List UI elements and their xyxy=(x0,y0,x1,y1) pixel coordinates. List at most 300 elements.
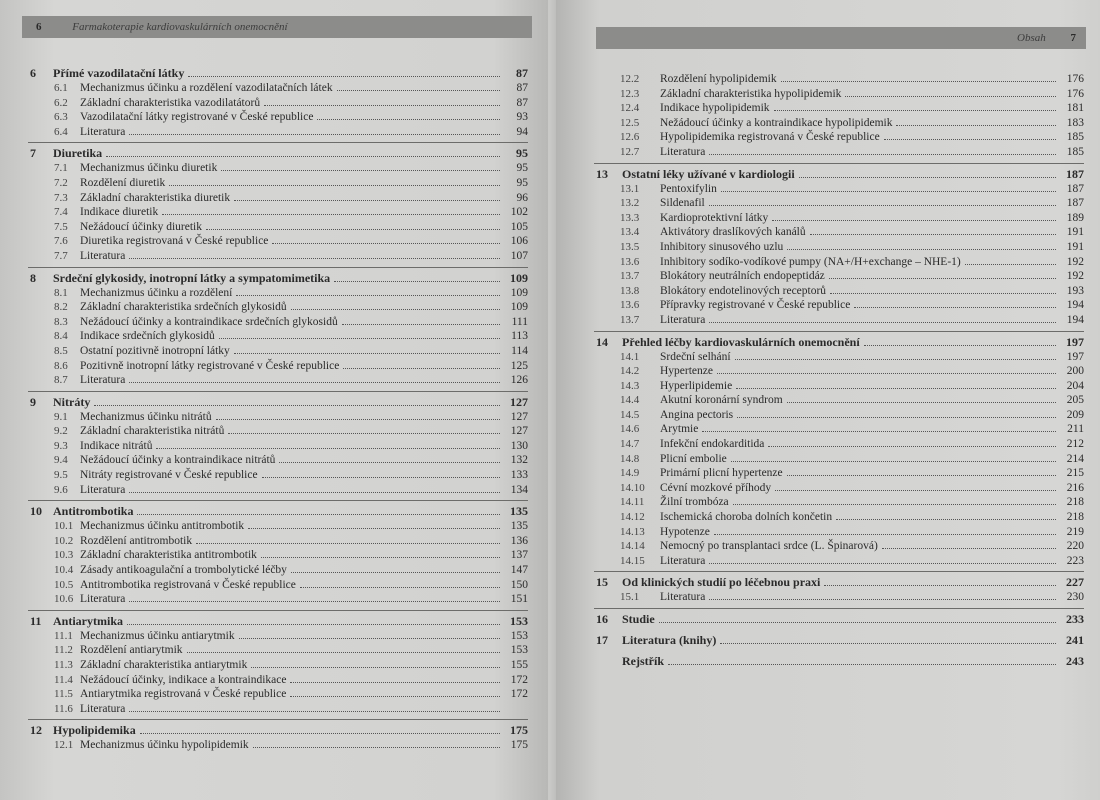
entry-page: 106 xyxy=(510,235,528,248)
entry-page: 175 xyxy=(510,723,528,738)
entry-page: 191 xyxy=(1066,240,1084,253)
entry-number: 13.5 xyxy=(620,240,640,253)
entry-title: Nežádoucí účinky a kontraindikace nitrátů xyxy=(80,454,276,467)
entry-page: 94 xyxy=(516,125,528,138)
dot-leader xyxy=(709,154,1056,155)
entry-title: Ostatní pozitivně inotropní látky xyxy=(80,344,230,357)
toc-section-entry xyxy=(594,256,1084,271)
entry-title: Základní charakteristika antiarytmik xyxy=(80,659,248,671)
entry-title: Základní charakteristika nitrátů xyxy=(80,425,225,438)
toc-section-entry xyxy=(594,423,1084,438)
entry-title: Literatura xyxy=(660,313,706,326)
dot-leader xyxy=(845,96,1056,97)
entry-page: 243 xyxy=(1066,654,1084,668)
entry-title: Literatura xyxy=(80,125,126,138)
entry-number: 13.3 xyxy=(620,211,640,224)
toc-section-entry xyxy=(28,301,528,316)
dot-leader xyxy=(829,278,1056,279)
dot-leader xyxy=(188,76,500,77)
entry-number: 14.11 xyxy=(620,496,645,509)
entry-number: 14.9 xyxy=(620,467,640,480)
toc-chapter-entry xyxy=(594,575,1084,591)
entry-title: Základní charakteristika diuretik xyxy=(80,191,231,204)
toc-section-entry xyxy=(28,659,528,674)
left-table-of-contents xyxy=(28,66,528,759)
toc-chapter-group xyxy=(28,395,528,502)
entry-number: 14.1 xyxy=(620,350,640,363)
entry-number: 8.3 xyxy=(54,315,68,328)
toc-section-entry xyxy=(594,526,1084,541)
entry-title: Mechanizmus účinku a rozdělení xyxy=(80,286,233,299)
dot-leader xyxy=(129,601,500,602)
entry-number: 6 xyxy=(30,66,36,80)
entry-title: Nežádoucí účinky diuretik xyxy=(80,220,202,233)
dot-leader xyxy=(129,711,500,712)
toc-chapter-group xyxy=(28,271,528,392)
entry-number: 6.2 xyxy=(54,96,68,109)
entry-title: Základní charakteristika vazodilatátorů xyxy=(80,96,261,109)
entry-number: 14.2 xyxy=(620,365,640,378)
dot-leader xyxy=(965,264,1056,265)
entry-title: Mechanizmus účinku diuretik xyxy=(80,162,218,175)
toc-chapter-entry xyxy=(594,167,1084,183)
toc-chapter-entry xyxy=(594,612,1084,628)
toc-section-entry xyxy=(594,365,1084,380)
entry-number: 11 xyxy=(30,613,42,628)
entry-page: 191 xyxy=(1066,226,1084,239)
entry-number: 12.1 xyxy=(54,739,74,752)
toc-section-entry xyxy=(28,206,528,221)
entry-title: Rejstřík xyxy=(622,654,664,668)
toc-section-entry xyxy=(28,564,528,579)
toc-section-entry xyxy=(28,235,528,250)
entry-page: 205 xyxy=(1066,394,1084,407)
dot-leader xyxy=(129,258,500,259)
entry-title: Literatura xyxy=(660,145,706,158)
entry-title: Blokátory neutrálních endopeptidáz xyxy=(660,270,825,283)
entry-page: 109 xyxy=(510,301,528,314)
entry-page: 155 xyxy=(510,659,528,671)
toc-section-entry xyxy=(594,482,1084,497)
entry-page: 185 xyxy=(1066,131,1084,144)
entry-page: 216 xyxy=(1066,481,1084,494)
entry-number: 10.4 xyxy=(54,564,74,577)
entry-number: 10.1 xyxy=(54,520,74,533)
toc-section-entry xyxy=(28,111,528,126)
entry-title: Nežádoucí účinky a kontraindikace hypolipidemik xyxy=(660,116,893,129)
entry-page: 219 xyxy=(1066,525,1084,538)
entry-page: 175 xyxy=(510,739,528,752)
entry-title: Sildenafil xyxy=(660,197,705,210)
entry-number: 10.2 xyxy=(54,534,74,547)
entry-number: 14.4 xyxy=(620,394,640,407)
dot-leader xyxy=(717,373,1056,374)
dot-leader xyxy=(702,431,1056,432)
dot-leader xyxy=(882,548,1056,549)
entry-title: Literatura xyxy=(80,702,126,715)
toc-section-entry xyxy=(28,440,528,455)
dot-leader xyxy=(884,139,1056,140)
entry-page: 187 xyxy=(1066,166,1084,181)
entry-title: Základní charakteristika hypolipidemik xyxy=(660,87,842,100)
entry-title: Mechanizmus účinku antitrombotik xyxy=(80,520,245,533)
dot-leader xyxy=(137,514,500,515)
entry-title: Infekční endokarditida xyxy=(660,438,765,451)
entry-page: 114 xyxy=(511,344,528,357)
dot-leader xyxy=(735,359,1056,360)
entry-page: 127 xyxy=(510,425,528,438)
entry-title: Pozitivně inotropní látky registrované v České republice xyxy=(80,359,340,372)
entry-title: Aktivátory draslíkových kanálů xyxy=(660,226,806,239)
dot-leader xyxy=(221,170,500,171)
dot-leader xyxy=(291,572,500,573)
entry-number: 14 xyxy=(596,334,608,349)
toc-section-entry xyxy=(594,453,1084,468)
dot-leader xyxy=(787,402,1056,403)
entry-page: 187 xyxy=(1066,197,1084,210)
toc-section-entry xyxy=(594,511,1084,526)
dot-leader xyxy=(824,585,1056,586)
entry-number: 14.5 xyxy=(620,408,640,421)
toc-section-entry xyxy=(28,82,528,97)
entry-page: 147 xyxy=(510,564,528,577)
entry-page: 218 xyxy=(1066,496,1084,509)
toc-section-entry xyxy=(28,630,528,645)
toc-chapter-group xyxy=(28,504,528,611)
entry-number: 13.6 xyxy=(620,299,640,312)
dot-leader xyxy=(317,119,500,120)
toc-section-entry xyxy=(594,241,1084,256)
dot-leader xyxy=(733,504,1056,505)
entry-page: 127 xyxy=(510,410,528,423)
toc-section-entry xyxy=(594,299,1084,314)
dot-leader xyxy=(768,446,1056,447)
entry-title: Primární plicní hypertenze xyxy=(660,467,783,480)
entry-number: 13 xyxy=(596,166,608,181)
entry-number: 13.2 xyxy=(620,197,640,210)
entry-number: 7.3 xyxy=(54,191,68,204)
entry-page: 241 xyxy=(1066,633,1084,647)
toc-section-entry xyxy=(28,644,528,659)
entry-page: 133 xyxy=(510,469,528,482)
toc-section-entry xyxy=(28,192,528,207)
toc-section-entry xyxy=(594,555,1084,570)
entry-page: 233 xyxy=(1066,612,1084,626)
entry-title: Hypertenze xyxy=(660,365,713,378)
entry-number: 9.2 xyxy=(54,425,68,438)
entry-number: 12.6 xyxy=(620,131,640,144)
toc-section-entry xyxy=(594,226,1084,241)
entry-number: 7.7 xyxy=(54,249,68,262)
entry-title: Mechanizmus účinku nitrátů xyxy=(80,410,212,423)
dot-leader xyxy=(253,747,500,748)
entry-page: 135 xyxy=(510,520,528,533)
entry-number: 13.6 xyxy=(620,255,640,268)
entry-title: Ischemická choroba dolních končetin xyxy=(660,511,833,524)
entry-page: 211 xyxy=(1067,423,1084,436)
entry-number: 13.1 xyxy=(620,182,640,195)
entry-page: 93 xyxy=(516,111,528,124)
dot-leader xyxy=(810,234,1056,235)
toc-section-entry xyxy=(594,314,1084,329)
entry-number: 8.7 xyxy=(54,374,68,387)
dot-leader xyxy=(830,293,1056,294)
entry-title: Rozdělení diuretik xyxy=(80,176,166,189)
entry-page: 95 xyxy=(516,146,528,161)
dot-leader xyxy=(300,587,500,588)
toc-section-entry xyxy=(594,591,1084,606)
dot-leader xyxy=(239,638,500,639)
entry-title: Blokátory endotelinových receptorů xyxy=(660,284,827,297)
entry-page: 192 xyxy=(1066,270,1084,283)
entry-title: Rozdělení antiarytmik xyxy=(80,644,183,657)
entry-title: Antiarytmika xyxy=(53,613,123,628)
entry-title: Srdeční selhání xyxy=(660,350,731,363)
toc-section-entry xyxy=(28,454,528,469)
entry-number: 13.7 xyxy=(620,313,640,326)
toc-chapter-group xyxy=(594,612,1084,630)
entry-page: 135 xyxy=(510,504,528,519)
entry-number: 12.2 xyxy=(620,73,640,85)
toc-section-entry xyxy=(28,520,528,535)
entry-page: 87 xyxy=(516,66,528,80)
dot-leader xyxy=(864,345,1056,346)
dot-leader xyxy=(896,125,1056,126)
dot-leader xyxy=(709,322,1056,323)
entry-number: 15.1 xyxy=(620,591,640,604)
entry-title: Angina pectoris xyxy=(660,408,734,421)
dot-leader xyxy=(106,156,500,157)
dot-leader xyxy=(714,534,1056,535)
entry-title: Od klinických studií po léčebnou praxi xyxy=(622,575,821,590)
entry-title: Indikace nitrátů xyxy=(80,439,153,452)
entry-page: 194 xyxy=(1066,313,1084,326)
toc-section-entry xyxy=(28,177,528,192)
dot-leader xyxy=(196,543,500,544)
entry-number: 12 xyxy=(30,723,42,738)
dot-leader xyxy=(659,622,1056,623)
dot-leader xyxy=(781,81,1056,82)
entry-number: 7.1 xyxy=(54,162,68,175)
entry-page: 126 xyxy=(510,374,528,387)
dot-leader xyxy=(342,324,500,325)
entry-page: 109 xyxy=(510,286,528,299)
entry-title: Mechanizmus účinku hypolipidemik xyxy=(80,739,249,752)
toc-section-entry xyxy=(28,739,528,754)
entry-page: 153 xyxy=(510,613,528,628)
entry-number: 8.2 xyxy=(54,301,68,314)
entry-number: 11.1 xyxy=(54,629,73,642)
right-page-number: 7 xyxy=(1070,32,1076,44)
entry-title: Hypotenze xyxy=(660,525,710,538)
entry-number: 13.4 xyxy=(620,226,640,239)
entry-page: 192 xyxy=(1066,255,1084,268)
dot-leader xyxy=(836,519,1056,520)
dot-leader xyxy=(129,134,500,135)
entry-page: 113 xyxy=(511,330,528,343)
entry-page: 95 xyxy=(516,176,528,189)
entry-title: Nežádoucí účinky a kontraindikace srdečních glykosidů xyxy=(80,315,338,328)
left-page xyxy=(0,0,548,800)
dot-leader xyxy=(262,477,500,478)
entry-page: 197 xyxy=(1066,334,1084,349)
entry-page: 209 xyxy=(1066,408,1084,421)
entry-number: 14.6 xyxy=(620,423,640,436)
entry-page: 107 xyxy=(510,249,528,262)
entry-number: 9.5 xyxy=(54,469,68,482)
toc-chapter-group xyxy=(28,723,528,756)
entry-title: Literatura xyxy=(660,554,706,567)
toc-section-entry xyxy=(594,197,1084,212)
dot-leader xyxy=(219,338,500,339)
right-page xyxy=(556,0,1100,800)
entry-title: Literatura xyxy=(80,374,126,387)
entry-number: 14.3 xyxy=(620,379,640,392)
toc-section-entry xyxy=(28,287,528,302)
toc-section-entry xyxy=(28,411,528,426)
dot-leader xyxy=(187,652,500,653)
toc-chapter-group xyxy=(594,633,1084,651)
dot-leader xyxy=(279,462,500,463)
entry-number: 12.7 xyxy=(620,145,640,158)
dot-leader xyxy=(775,490,1056,491)
toc-section-entry xyxy=(594,351,1084,366)
toc-section-entry xyxy=(28,126,528,141)
dot-leader xyxy=(264,105,500,106)
entry-page: 223 xyxy=(1066,554,1084,567)
toc-section-entry xyxy=(594,467,1084,482)
entry-page: 150 xyxy=(510,578,528,591)
entry-title: Studie xyxy=(622,612,655,626)
toc-section-entry xyxy=(28,535,528,550)
toc-section-entry xyxy=(594,73,1084,88)
entry-title: Literatura (knihy) xyxy=(622,633,717,647)
entry-number: 14.7 xyxy=(620,438,640,451)
toc-section-entry xyxy=(594,438,1084,453)
entry-number: 12.5 xyxy=(620,116,640,129)
entry-number: 6.3 xyxy=(54,111,68,124)
entry-title: Přímé vazodilatační látky xyxy=(53,66,185,80)
entry-page: 172 xyxy=(510,688,528,701)
entry-number: 8.6 xyxy=(54,359,68,372)
entry-page: 185 xyxy=(1066,145,1084,158)
toc-chapter-entry xyxy=(28,271,528,287)
entry-page: 153 xyxy=(510,644,528,657)
toc-chapter-entry xyxy=(28,66,528,82)
entry-page: 187 xyxy=(1066,182,1084,195)
entry-page: 214 xyxy=(1066,452,1084,465)
entry-title: Nemocný po transplantaci srdce (L. Špinarová) xyxy=(660,540,878,553)
toc-section-entry xyxy=(28,162,528,177)
dot-leader xyxy=(290,682,500,683)
toc-chapter-group xyxy=(594,575,1084,609)
toc-section-entry xyxy=(28,688,528,703)
left-running-header xyxy=(22,16,532,38)
entry-number: 9.1 xyxy=(54,410,68,423)
entry-page: 95 xyxy=(516,162,528,175)
dot-leader xyxy=(140,733,500,734)
dot-leader xyxy=(251,667,500,668)
entry-page: 212 xyxy=(1066,438,1084,451)
toc-chapter-entry xyxy=(28,504,528,520)
dot-leader xyxy=(248,528,500,529)
entry-title: Základní charakteristika antitrombotik xyxy=(80,549,257,562)
toc-section-entry xyxy=(594,102,1084,117)
dot-leader xyxy=(127,624,500,625)
entry-title: Nitráty xyxy=(53,394,91,409)
dot-leader xyxy=(774,110,1056,111)
entry-number: 15 xyxy=(596,575,608,590)
entry-number: 13.8 xyxy=(620,284,640,297)
entry-page: 176 xyxy=(1066,87,1084,100)
dot-leader xyxy=(709,563,1056,564)
toc-section-entry xyxy=(594,88,1084,103)
entry-title: Žilní trombóza xyxy=(660,496,729,509)
entry-number: 11.6 xyxy=(54,702,73,715)
toc-section-entry xyxy=(594,380,1084,395)
dot-leader xyxy=(169,185,500,186)
entry-title: Hyperlipidemie xyxy=(660,379,733,392)
toc-section-entry xyxy=(594,540,1084,555)
dot-leader xyxy=(343,368,500,369)
toc-section-entry xyxy=(28,374,528,389)
entry-title: Nežádoucí účinky, indikace a kontraindikace xyxy=(80,673,287,686)
entry-number: 9.3 xyxy=(54,439,68,452)
toc-section-entry xyxy=(28,250,528,265)
entry-page: 220 xyxy=(1066,540,1084,553)
toc-section-entry xyxy=(28,330,528,345)
toc-section-entry xyxy=(594,117,1084,132)
entry-title: Antitrombotika registrovaná v České republice xyxy=(80,578,296,591)
entry-title: Srdeční glykosidy, inotropní látky a sympatomimetika xyxy=(53,270,331,285)
dot-leader xyxy=(228,433,500,434)
entry-number: 8.1 xyxy=(54,286,68,299)
toc-chapter-entry xyxy=(28,395,528,411)
dot-leader xyxy=(272,243,500,244)
toc-section-entry xyxy=(28,579,528,594)
entry-page: 227 xyxy=(1066,575,1084,590)
entry-title: Mechanizmus účinku a rozdělení vazodilatačních látek xyxy=(80,82,333,94)
entry-page: 111 xyxy=(511,315,528,328)
toc-section-entry xyxy=(594,394,1084,409)
entry-number: 12.4 xyxy=(620,102,640,115)
entry-number: 11.5 xyxy=(54,688,73,701)
dot-leader xyxy=(216,419,500,420)
entry-page: 181 xyxy=(1066,102,1084,115)
entry-number: 6.4 xyxy=(54,125,68,138)
entry-page: 230 xyxy=(1066,591,1084,604)
entry-page: 125 xyxy=(510,359,528,372)
toc-chapter-group xyxy=(594,654,1084,672)
entry-page: 204 xyxy=(1066,379,1084,392)
entry-title: Indikace diuretik xyxy=(80,206,159,219)
toc-chapter-group xyxy=(594,335,1084,573)
toc-section-entry xyxy=(594,270,1084,285)
dot-leader xyxy=(721,191,1056,192)
dot-leader xyxy=(787,475,1056,476)
toc-section-entry xyxy=(28,221,528,236)
entry-title: Vazodilatační látky registrované v České republice xyxy=(80,111,314,124)
toc-section-entry xyxy=(594,131,1084,146)
entry-number: 10 xyxy=(30,504,42,519)
entry-page: 151 xyxy=(510,593,528,606)
entry-title: Literatura xyxy=(660,591,706,604)
toc-section-entry xyxy=(594,146,1084,161)
dot-leader xyxy=(854,307,1056,308)
dot-leader xyxy=(709,599,1056,600)
entry-title: Rozdělení hypolipidemik xyxy=(660,73,777,85)
dot-leader xyxy=(291,309,500,310)
